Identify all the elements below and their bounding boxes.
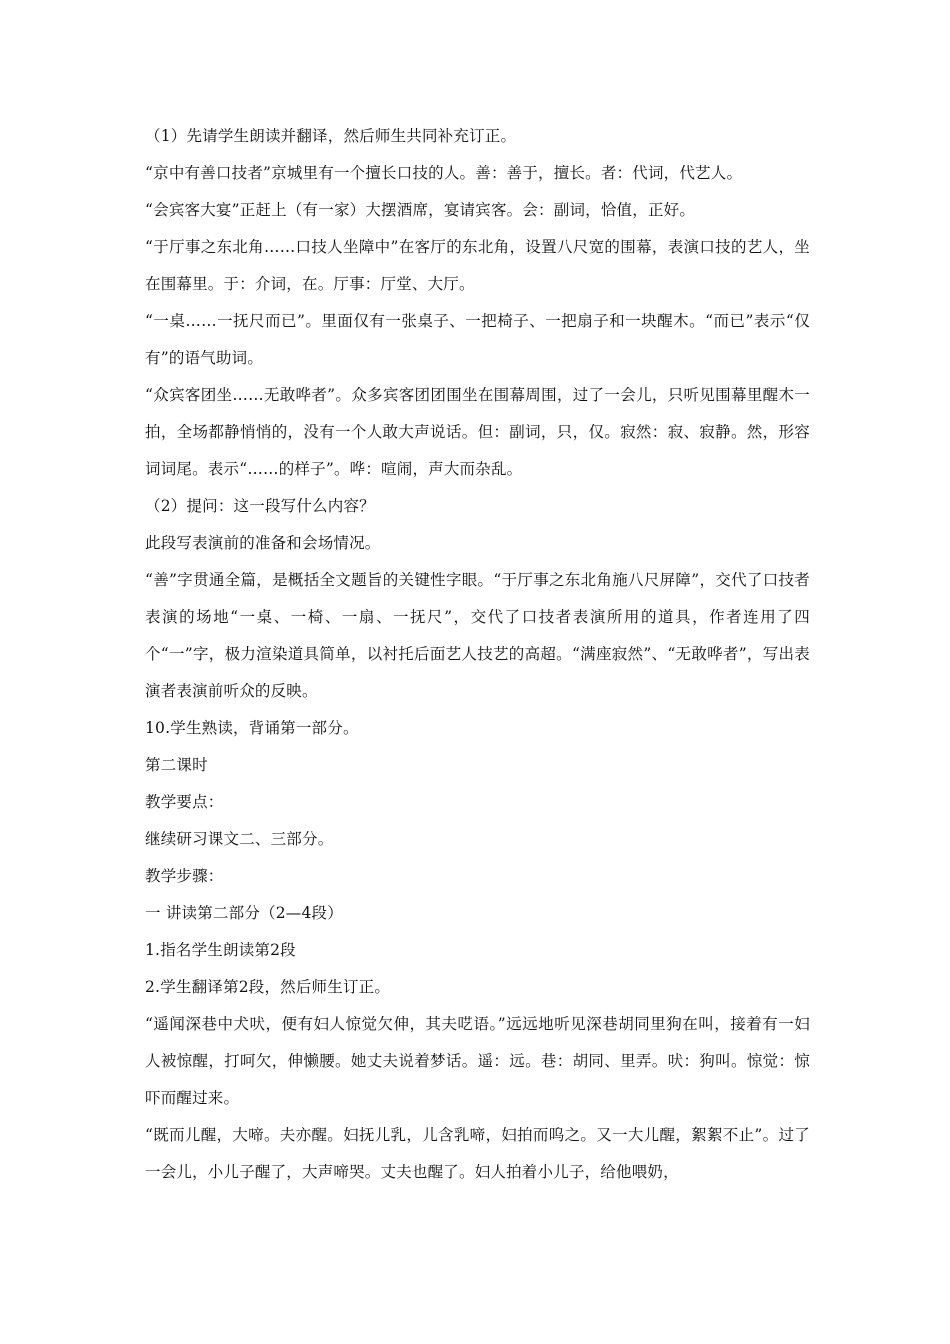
paragraph-13: 继续研习课文二、三部分。 (145, 830, 334, 848)
paragraph-6: “众宾客团坐……无敢哗者”。众多宾客团团围坐在围幕周围，过了一会儿，只听见围幕里醒木一拍，全场都静悄悄的，没有一个人敢大声说话。但：副词，只，仅。寂然：寂、寂静。然，形容词词尾。表示“……的样子”。哗：喧闹，声大而杂乱。 (145, 386, 810, 478)
paragraph-3: “会宾客大宴”正赶上（有一家）大摆酒席，宴请宾客。会：副词，恰值，正好。 (145, 201, 696, 219)
teaching-steps-heading: 教学步骤： (145, 867, 224, 885)
paragraph-16: 1.指名学生朗读第2段 (145, 941, 296, 959)
paragraph-2: “京中有善口技者”京城里有一个擅长口技的人。善：善于，擅长。者：代词，代艺人。 (145, 164, 743, 182)
lesson-heading: 第二课时 (145, 756, 208, 774)
paragraph-1: （1）先请学生朗读并翻译，然后师生共同补充订正。 (145, 127, 517, 145)
teaching-points-heading: 教学要点： (145, 793, 224, 811)
document-body (145, 118, 810, 1191)
paragraph-18: “遥闻深巷中犬吠，便有妇人惊觉欠伸，其夫呓语。”远远地听见深巷胡同里狗在叫，接着有一妇人被惊醒，打呵欠，伸懒腰。她丈夫说着梦话。遥：远。巷：胡同、里弄。吠：狗叫。惊觉：惊吓而醒过来。 (145, 1015, 810, 1107)
paragraph-10: 10.学生熟读，背诵第一部分。 (145, 719, 359, 737)
paragraph-4: “于厅事之东北角……口技人坐障中”在客厅的东北角，设置八尺宽的围幕，表演口技的艺人，坐在围幕里。于：介词，在。厅事：厅堂、大厅。 (145, 238, 810, 293)
paragraph-5: “一桌……一抚尺而已”。里面仅有一张桌子、一把椅子、一把扇子和一块醒木。“而已”表示“仅有”的语气助词。 (145, 312, 810, 367)
paragraph-9: “善”字贯通全篇，是概括全文题旨的关键性字眼。“于厅事之东北角施八尺屏障”，交代了口技者表演的场地“一桌、一椅、一扇、一抚尺”，交代了口技者表演所用的道具，作者连用了四个“一”字，极力渲染道具简单，以衬托后面艺人技艺的高超。“满座寂然”、“无敢哗者”，写出表演者表演前听众的反映。 (145, 571, 810, 700)
paragraph-17: 2.学生翻译第2段，然后师生订正。 (145, 978, 391, 996)
paragraph-8: 此段写表演前的准备和会场情况。 (145, 534, 381, 552)
paragraph-19: “既而儿醒，大啼。夫亦醒。妇抚儿乳，儿含乳啼，妇拍而呜之。又一大儿醒，絮絮不止”。过了一会儿，小儿子醒了，大声啼哭。丈夫也醒了。妇人拍着小儿子，给他喂奶， (145, 1126, 810, 1181)
paragraph-7: （2）提问：这一段写什么内容？ (145, 497, 375, 515)
section-heading: 一 讲读第二部分（2—4段） (145, 904, 343, 922)
